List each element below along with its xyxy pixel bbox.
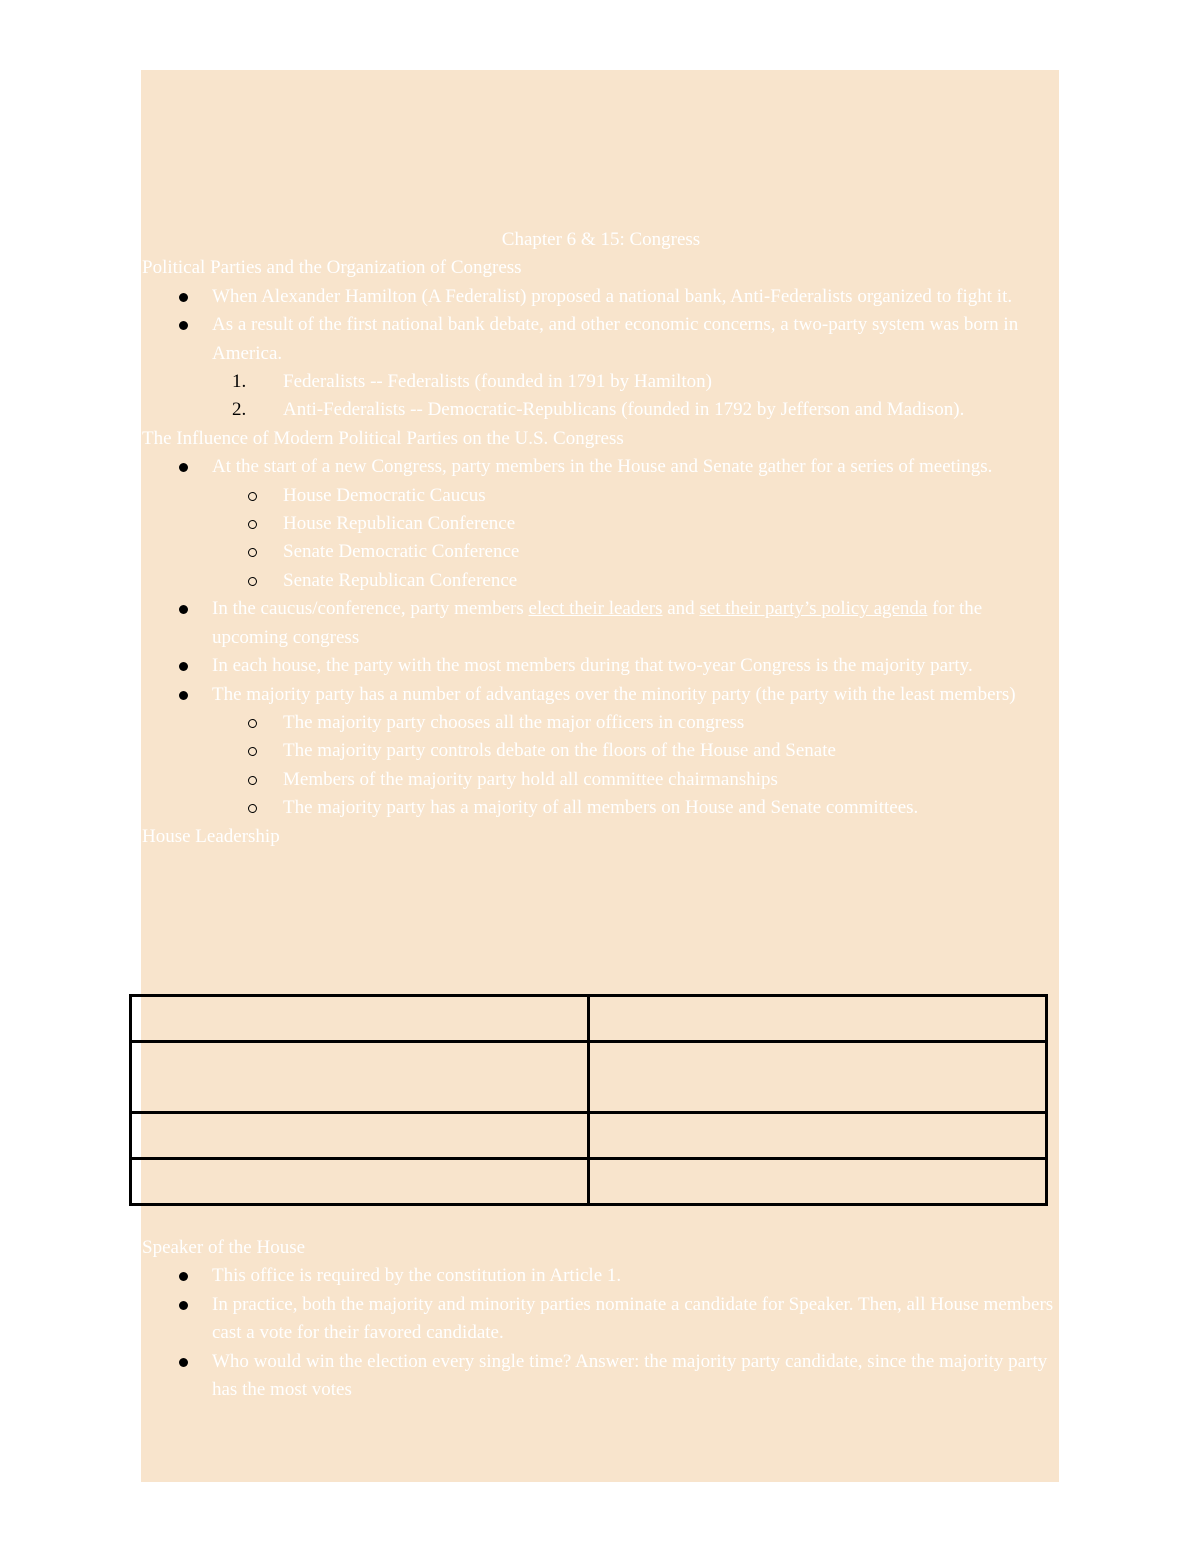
circle-bullet-icon — [248, 548, 257, 557]
sub-list-item: Senate Republican Conference — [142, 567, 1060, 595]
bullet-icon — [179, 662, 188, 671]
circle-bullet-icon — [248, 492, 257, 501]
list-item: 1. Federalists -- Federalists (founded in 1791 by Hamilton) — [142, 368, 1060, 396]
list-item: When Alexander Hamilton (A Federalist) proposed a national bank, Anti-Federalists organized to fight it. — [142, 283, 1060, 311]
bullet-icon — [179, 293, 188, 302]
circle-bullet-icon — [248, 776, 257, 785]
sub-list-item: The majority party has a majority of all members on House and Senate committees. — [142, 794, 1060, 822]
underlined-text: elect their leaders — [528, 598, 663, 620]
table-cell — [131, 1159, 589, 1205]
section-heading-speaker: Speaker of the House — [142, 1237, 306, 1258]
table-cell — [131, 1042, 589, 1113]
list-item: In practice, both the majority and minority parties nominate a candidate for Speaker. Then, all House members cast a vote for their favored candidate. — [142, 1291, 1060, 1348]
document-title: Chapter 6 & 15: Congress — [501, 229, 701, 250]
section-heading-political-parties: Political Parties and the Organization of Congress — [142, 257, 522, 279]
speaker-section — [142, 1234, 1060, 1404]
circle-bullet-icon — [248, 719, 257, 728]
bullet-icon — [179, 463, 188, 472]
bullet-icon — [179, 605, 188, 614]
list-number: 2. — [232, 399, 247, 421]
sub-list-item: The majority party chooses all the major officers in congress — [142, 709, 1060, 737]
bullet-list — [142, 453, 1060, 481]
sub-list-item: Senate Democratic Conference — [142, 538, 1060, 566]
bullet-icon — [179, 691, 188, 700]
table-cell — [589, 1113, 1047, 1159]
list-item: This office is required by the constitution in Article 1. — [142, 1262, 1060, 1290]
list-number: 1. — [232, 371, 247, 393]
table-row — [131, 996, 1047, 1042]
table-row — [131, 1159, 1047, 1205]
circle-bullet-icon — [248, 804, 257, 813]
bullet-icon — [179, 1301, 188, 1310]
bullet-list — [142, 283, 1060, 368]
bullet-list — [142, 595, 1060, 709]
list-item: Who would win the election every single time? Answer: the majority party candidate, since the majority party has the most votes — [142, 1348, 1060, 1405]
document-content — [142, 226, 1060, 851]
bullet-icon — [179, 321, 188, 330]
bullet-list — [142, 1262, 1060, 1404]
circle-bullet-icon — [248, 520, 257, 529]
table-row — [131, 1113, 1047, 1159]
table-cell — [589, 1159, 1047, 1205]
section-heading-influence: The Influence of Modern Political Parties on the U.S. Congress — [142, 427, 624, 449]
list-item: In the caucus/conference, party members elect their leaders and set their party’s policy agenda for the upcoming congress — [142, 595, 1060, 652]
numbered-list — [142, 368, 1060, 425]
section-heading-house-leadership: House Leadership — [142, 825, 280, 847]
circle-bullet-icon — [248, 577, 257, 586]
bullet-icon — [179, 1272, 188, 1281]
circle-bullet-icon — [248, 747, 257, 756]
list-item: At the start of a new Congress, party members in the House and Senate gather for a series of meetings. — [142, 453, 1060, 481]
sub-list-item: House Democratic Caucus — [142, 482, 1060, 510]
table-cell — [131, 1113, 589, 1159]
sub-list-item: Members of the majority party hold all committee chairmanships — [142, 766, 1060, 794]
table-cell — [131, 996, 589, 1042]
sub-list — [142, 482, 1060, 596]
sub-list-item: The majority party controls debate on the floors of the House and Senate — [142, 737, 1060, 765]
list-item: In each house, the party with the most members during that two-year Congress is the majority party. — [142, 652, 1060, 680]
list-item: As a result of the first national bank debate, and other economic concerns, a two-party system was born in America. — [142, 311, 1060, 368]
house-leadership-table — [129, 994, 1048, 1206]
bullet-icon — [179, 1358, 188, 1367]
table-cell — [589, 1042, 1047, 1113]
table-cell — [589, 996, 1047, 1042]
sub-list — [142, 709, 1060, 823]
table-row — [131, 1042, 1047, 1113]
list-item: 2. Anti-Federalists -- Democratic-Republicans (founded in 1792 by Jefferson and Madison). — [142, 396, 1060, 424]
underlined-text: set their party’s policy agenda — [699, 598, 928, 620]
sub-list-item: House Republican Conference — [142, 510, 1060, 538]
list-item: The majority party has a number of advantages over the minority party (the party with the least members) — [142, 681, 1060, 709]
